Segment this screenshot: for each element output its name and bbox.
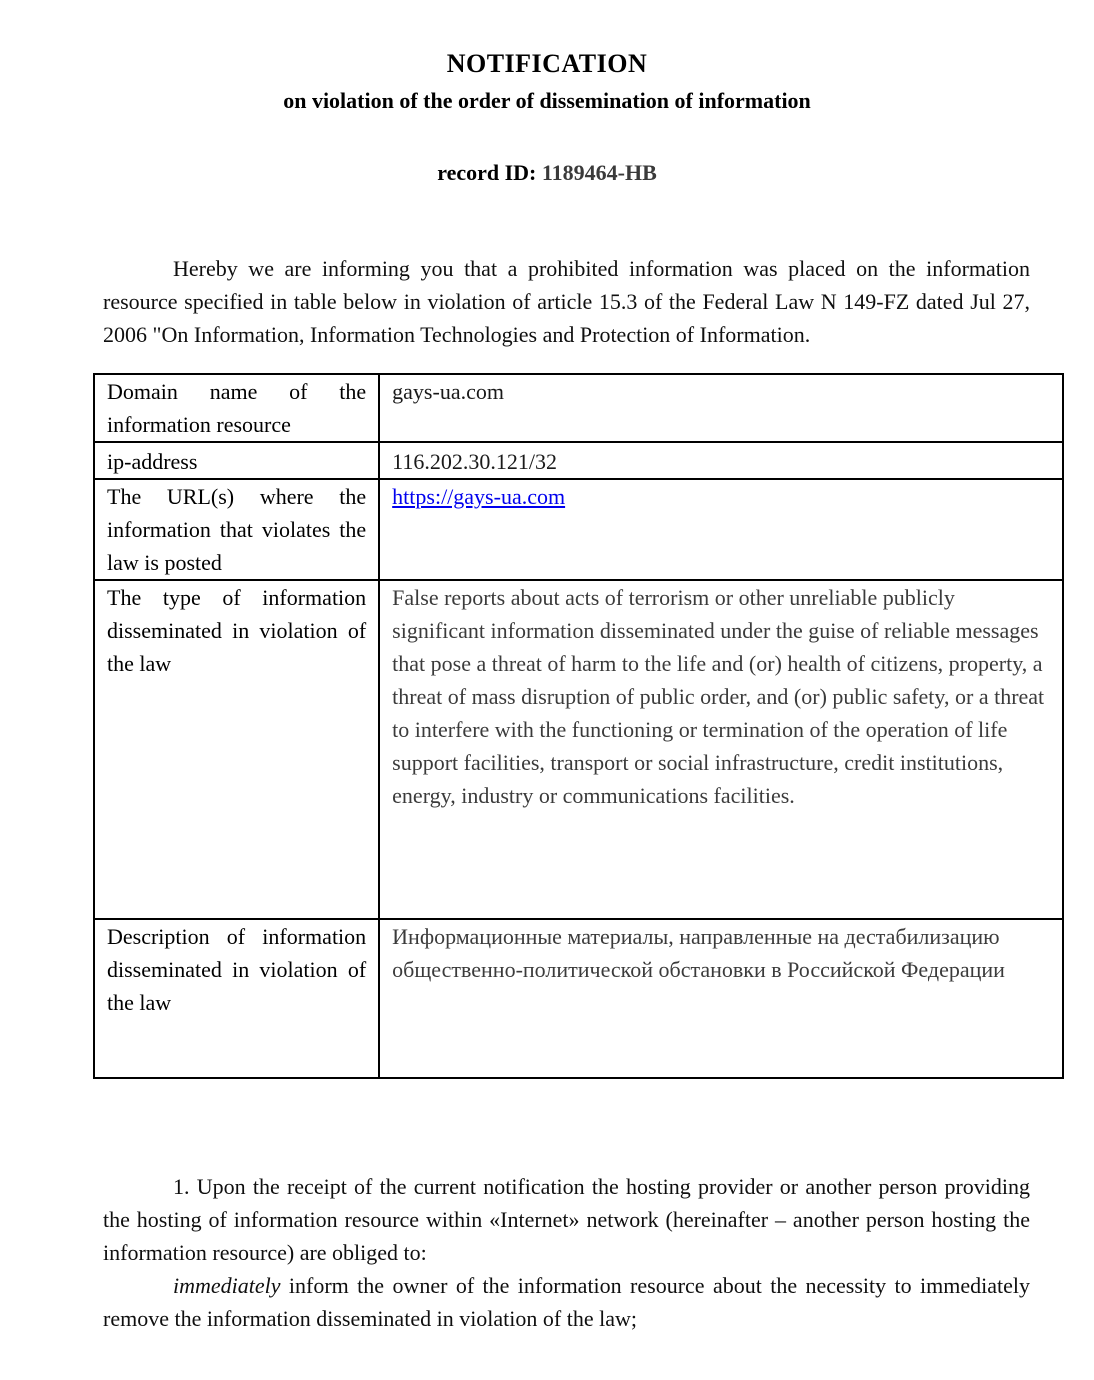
document-subtitle: on violation of the order of dissemination of information: [283, 88, 811, 113]
violation-info-table: [93, 373, 1064, 1079]
obligation-item-2-text: inform the owner of the information resource about the necessity to immediately remove the information disseminated in violation of the law;: [103, 1273, 1030, 1331]
document-title: NOTIFICATION: [446, 49, 648, 78]
table-row-ip-address: [94, 442, 1063, 479]
url-label-cell: The URL(s) where the information that violates the law is posted: [94, 479, 379, 580]
obligations-section: [103, 1170, 1030, 1335]
type-label-cell: The type of information disseminated in violation of the law: [94, 580, 379, 919]
obligation-item-2: [103, 1269, 1030, 1335]
domain-value-cell: gays-ua.com: [379, 374, 1063, 442]
table-row-url: [94, 479, 1063, 580]
description-value-cell: Информационные материалы, направленные на дестабилизацию общественно-политической обстановки в Российской Федерации: [379, 919, 1063, 1078]
url-value-cell: [379, 479, 1063, 580]
table-row-description: [94, 919, 1063, 1078]
record-id-value: 1189464-HB: [541, 160, 657, 185]
description-label-cell: Description of information disseminated in violation of the law: [94, 919, 379, 1078]
type-value-cell: False reports about acts of terrorism or other unreliable publicly significant information disseminated under the guise of reliable messages that pose a threat of harm to the life and (or) health of citizens, property, a threat of mass disruption of public order, and (or) public safety, or a threat to interfere with the functioning or termination of the operation of life support facilities, transport or social infrastructure, credit institutions, energy, industry or communications facilities.: [379, 580, 1063, 919]
record-id-label: record ID:: [437, 160, 537, 185]
record-id-line: [0, 156, 1094, 189]
intro-paragraph: Hereby we are informing you that a prohibited information was placed on the information resource specified in table below in violation of article 15.3 of the Federal Law N 149-FZ dated Jul 27, 2006 "On Information, Information Technologies and Protection of Information.: [103, 256, 1030, 347]
violating-url-link[interactable]: https://gays-ua.com: [392, 484, 566, 509]
domain-label-cell: Domain name of the information resource: [94, 374, 379, 442]
obligation-item-1: 1. Upon the receipt of the current notification the hosting provider or another person providing the hosting of information resource within «Internet» network (hereinafter – another person hosting the information resource) are obliged to:: [103, 1174, 1030, 1265]
obligation-item-2-italic-word: immediately: [173, 1273, 281, 1298]
table-row-information-type: [94, 580, 1063, 919]
ip-value-cell: 116.202.30.121/32: [379, 442, 1063, 479]
table-row-domain: [94, 374, 1063, 442]
ip-label-cell: ip-address: [94, 442, 379, 479]
